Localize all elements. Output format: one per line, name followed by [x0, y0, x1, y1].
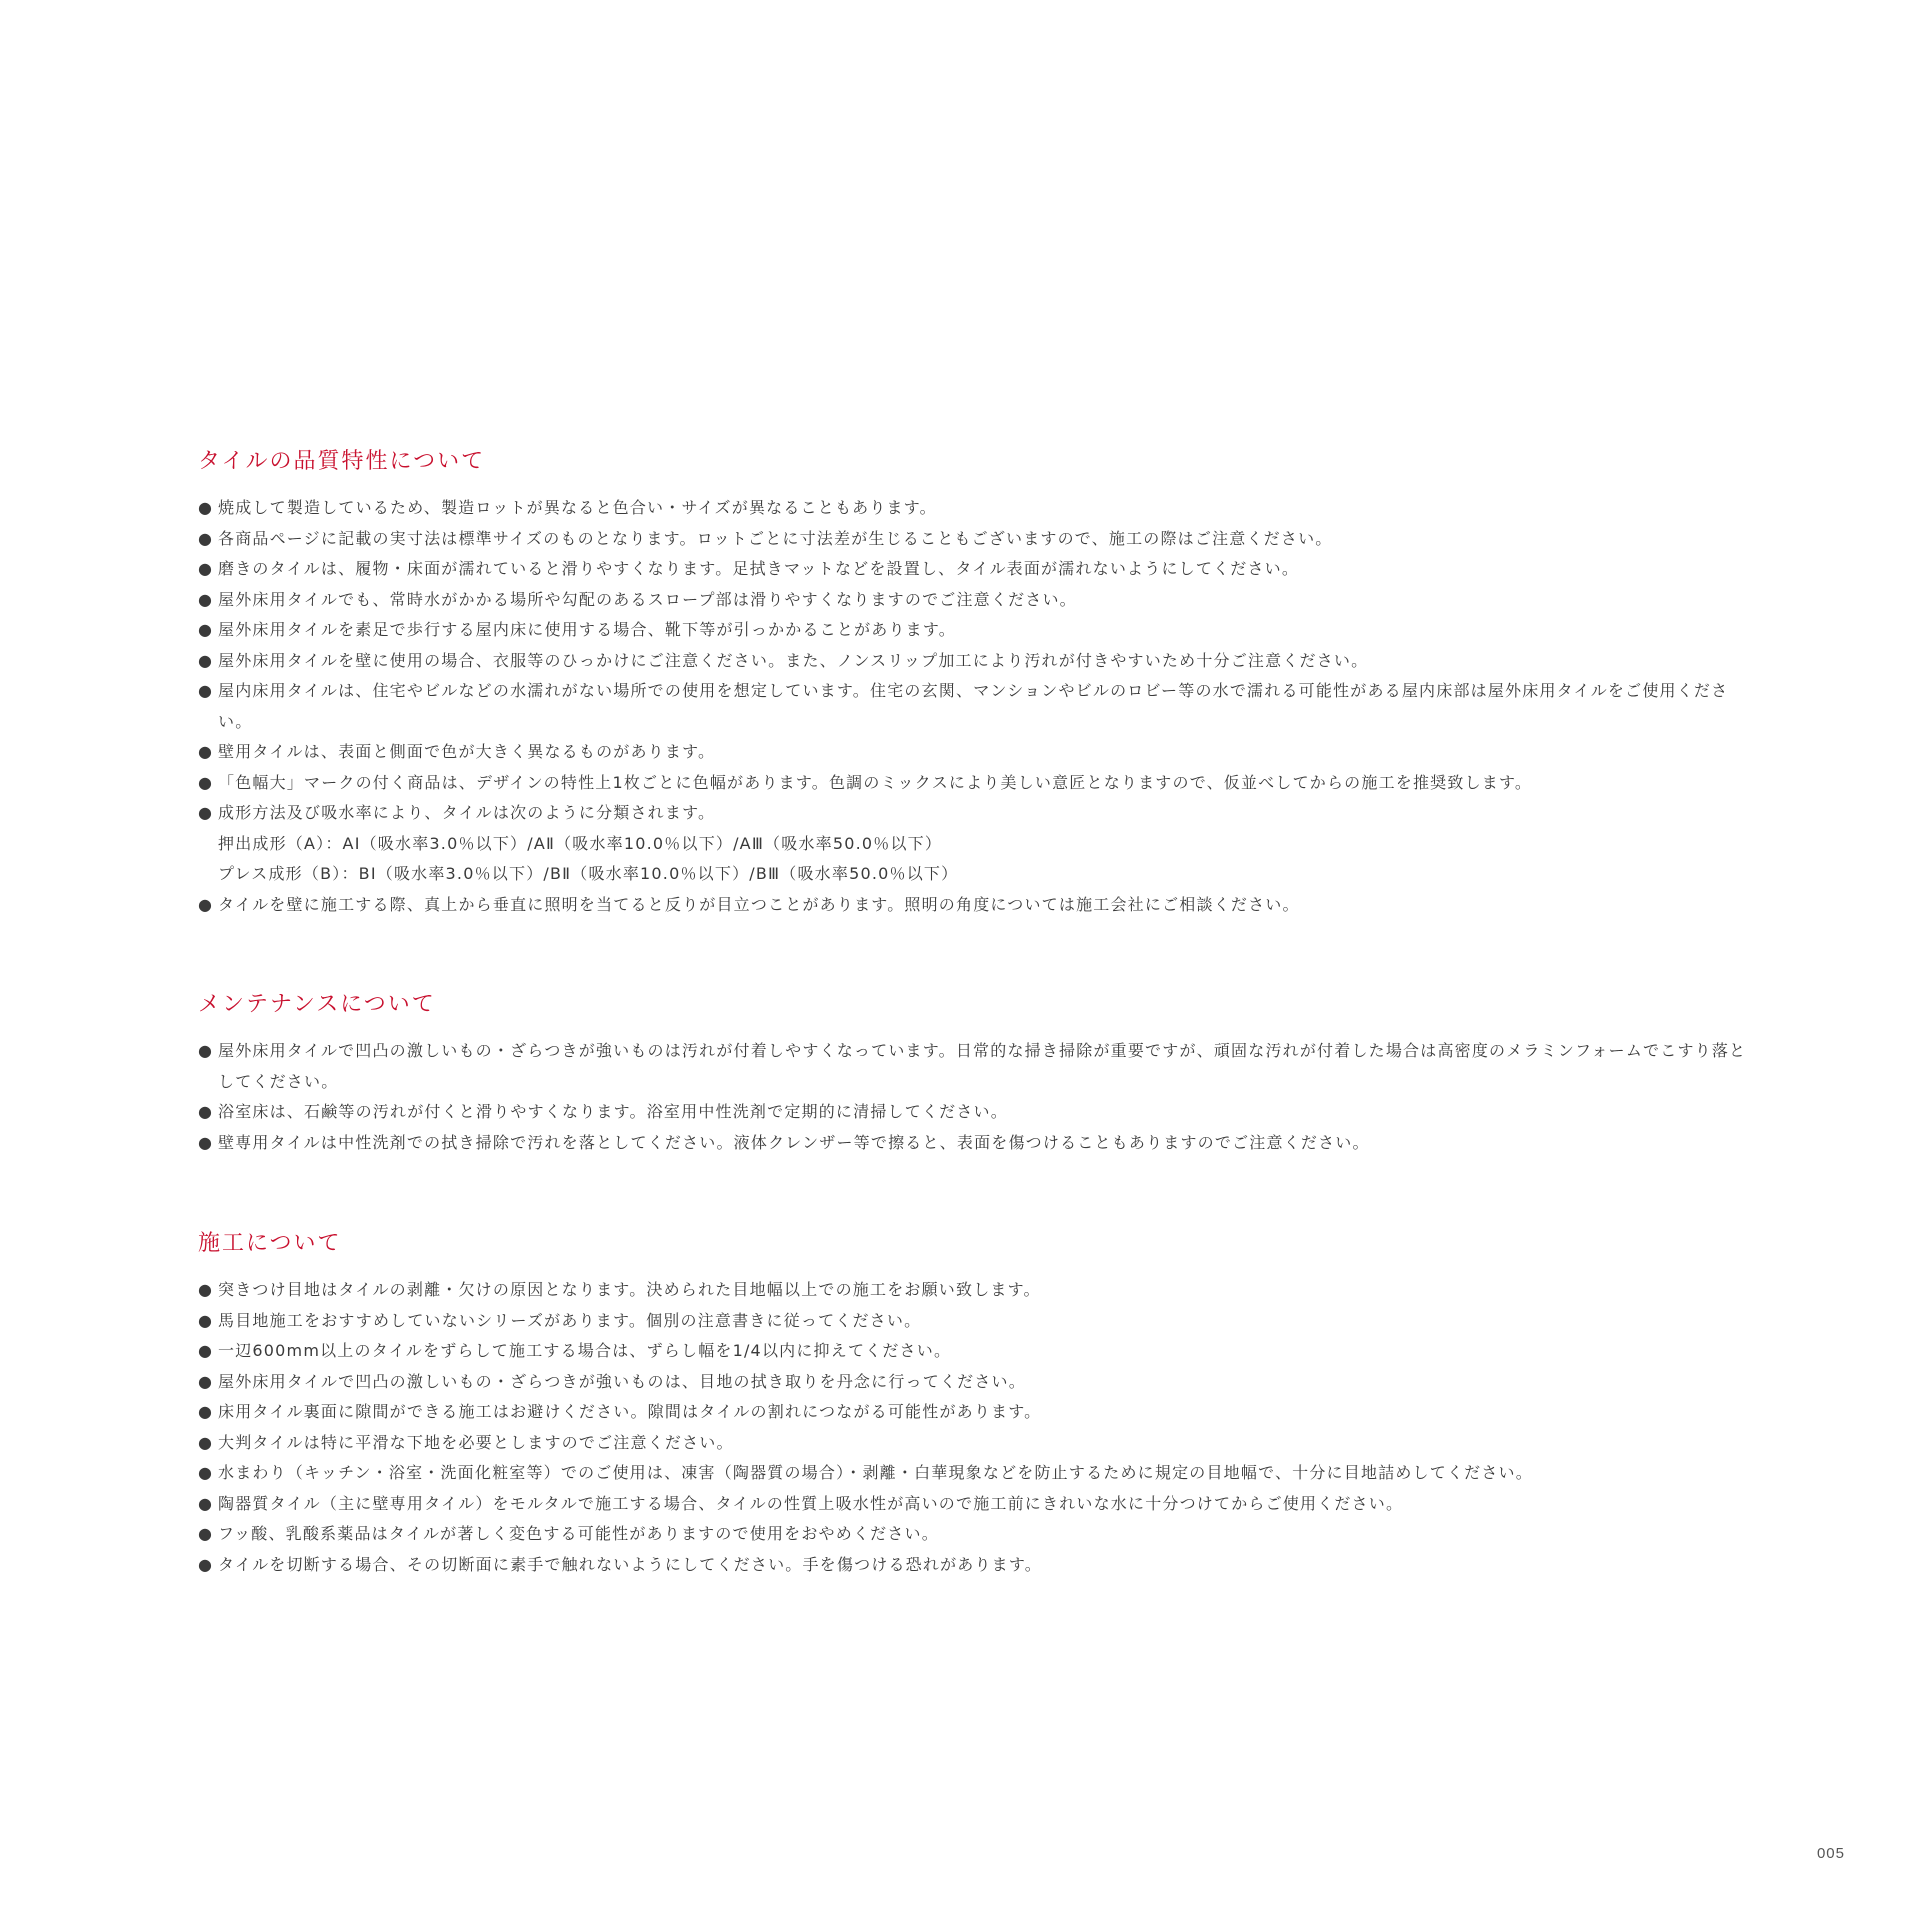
list-item: ● 屋外床用タイルでも、常時水がかかる場所や勾配のあるスロープ部は滑りやすくなりますのでご注意ください。	[198, 585, 1758, 616]
list-item: ● 馬目地施工をおすすめしていないシリーズがあります。個別の注意書きに従ってください。	[198, 1306, 1758, 1337]
list-item: ● 壁用タイルは、表面と側面で色が大きく異なるものがあります。	[198, 737, 1758, 768]
list-item: ● 屋外床用タイルで凹凸の激しいもの・ざらつきが強いものは、目地の拭き取りを丹念に行ってください。	[198, 1367, 1758, 1398]
maintenance-list	[198, 1036, 1758, 1158]
section-title-maintenance: メンテナンスについて	[198, 992, 436, 1017]
section-title-quality: タイルの品質特性について	[198, 449, 486, 474]
list-item: ● 陶器質タイル（主に壁専用タイル）をモルタルで施工する場合、タイルの性質上吸水性が高いので施工前にきれいな水に十分つけてからご使用ください。	[198, 1489, 1758, 1520]
section-installation	[198, 1229, 1758, 1580]
list-item: ● 一辺600mm以上のタイルをずらして施工する場合は、ずらし幅を1/4以内に抑えてください。	[198, 1336, 1758, 1367]
section-quality	[198, 447, 1758, 920]
quality-list	[198, 493, 1758, 920]
list-item: ● フッ酸、乳酸系薬品はタイルが著しく変色する可能性がありますので使用をおやめください。	[198, 1519, 1758, 1550]
list-item: ● 床用タイル裏面に隙間ができる施工はお避けください。隙間はタイルの割れにつながる可能性があります。	[198, 1397, 1758, 1428]
installation-list	[198, 1275, 1758, 1580]
page-number: 005	[1816, 1845, 1845, 1862]
list-item: ● タイルを壁に施工する際、真上から垂直に照明を当てると反りが目立つことがあります。照明の角度については施工会社にご相談ください。	[198, 890, 1758, 921]
list-item: ● タイルを切断する場合、その切断面に素手で触れないようにしてください。手を傷つける恐れがあります。	[198, 1550, 1758, 1581]
list-item: ● 「色幅大」マークの付く商品は、デザインの特性上1枚ごとに色幅があります。色調のミックスにより美しい意匠となりますので、仮並べしてからの施工を推奨致します。	[198, 768, 1758, 799]
list-item: ● 大判タイルは特に平滑な下地を必要としますのでご注意ください。	[198, 1428, 1758, 1459]
section-title-installation: 施工について	[198, 1231, 342, 1256]
list-item: ● 屋外床用タイルで凹凸の激しいもの・ざらつきが強いものは汚れが付着しやすくなっています。日常的な掃き掃除が重要ですが、頑固な汚れが付着した場合は高密度のメラミンフォームでこすり落としてください。	[198, 1036, 1758, 1097]
list-item: ● 磨きのタイルは、履物・床面が濡れていると滑りやすくなります。足拭きマットなどを設置し、タイル表面が濡れないようにしてください。	[198, 554, 1758, 585]
list-item: ● 突きつけ目地はタイルの剥離・欠けの原因となります。決められた目地幅以上での施工をお願い致します。	[198, 1275, 1758, 1306]
section-maintenance	[198, 990, 1758, 1158]
list-item: ● 壁専用タイルは中性洗剤での拭き掃除で汚れを落としてください。液体クレンザー等で擦ると、表面を傷つけることもありますのでご注意ください。	[198, 1128, 1758, 1159]
list-item: ● 浴室床は、石鹸等の汚れが付くと滑りやすくなります。浴室用中性洗剤で定期的に清掃してください。	[198, 1097, 1758, 1128]
classification-extrusion: 押出成形（A）：AⅠ（吸水率3.0％以下）/AⅡ（吸水率10.0％以下）/AⅢ（吸水率50.0％以下）	[218, 833, 943, 853]
classification-press: プレス成形（B）：BⅠ（吸水率3.0％以下）/BⅡ（吸水率10.0％以下）/BⅢ（吸水率50.0％以下）	[218, 864, 959, 883]
list-item: ● 各商品ページに記載の実寸法は標準サイズのものとなります。ロットごとに寸法差が生じることもございますので、施工の際はご注意ください。	[198, 524, 1758, 555]
list-item: ● 屋外床用タイルを素足で歩行する屋内床に使用する場合、靴下等が引っかかることがあります。	[198, 615, 1758, 646]
list-item: ● 焼成して製造しているため、製造ロットが異なると色合い・サイズが異なることもあります。	[198, 493, 1758, 524]
list-item: ● 成形方法及び吸水率により、タイルは次のように分類されます。	[198, 798, 1758, 829]
list-item: ● 屋外床用タイルを壁に使用の場合、衣服等のひっかけにご注意ください。また、ノンスリップ加工により汚れが付きやすいため十分ご注意ください。	[198, 646, 1758, 677]
list-item: ● 屋内床用タイルは、住宅やビルなどの水濡れがない場所での使用を想定しています。住宅の玄関、マンションやビルのロビー等の水で濡れる可能性がある屋内床部は屋外床用タイルをご使用ください。	[198, 676, 1758, 737]
list-item: ● 水まわり（キッチン・浴室・洗面化粧室等）でのご使用は、凍害（陶器質の場合）・剥離・白華現象などを防止するために規定の目地幅で、十分に目地詰めしてください。	[198, 1458, 1758, 1489]
